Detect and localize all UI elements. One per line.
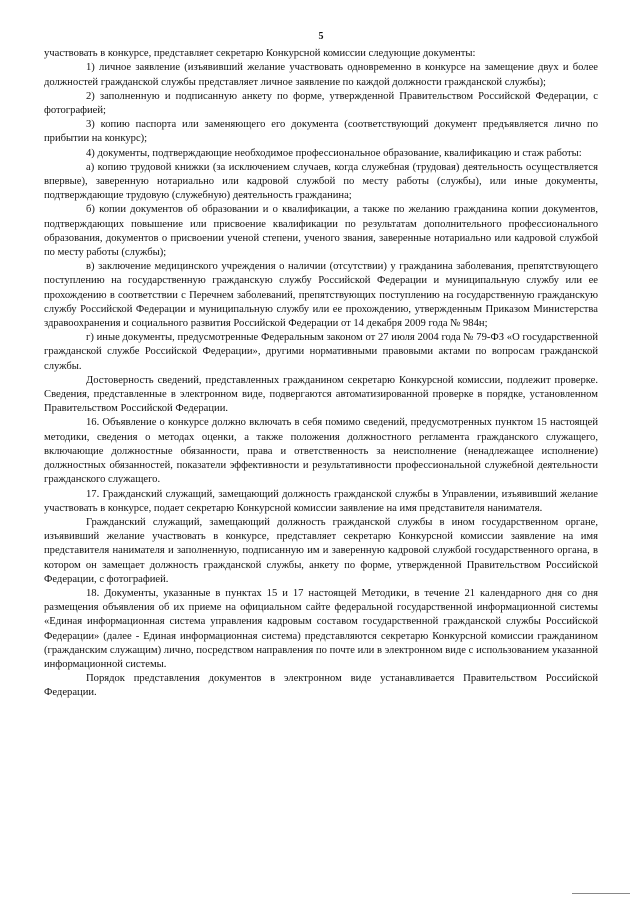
paragraph-item-2: 2) заполненную и подписанную анкету по форме, утвержденной Правительством Российской Федерации, с фотографией;	[44, 90, 598, 117]
page-number: 5	[318, 31, 324, 42]
paragraph-17-other-body: Гражданский служащий, замещающий должность гражданской службы в ином государственном органе, изъявивший желание участвовать в конкурсе, представляет секретарю Конкурсной комиссии заявление на имя представителя нанимателя и заполненную, подписанную им и заверенную кадровой службой государственного органа, в котором он замещает должность гражданской службы, анкету по форме, утвержденной Правительством Российской Федерации, с фотографией.	[44, 516, 598, 585]
document-page	[44, 30, 598, 701]
paragraph-item-4b: б) копии документов об образовании и о квалификации, а также по желанию гражданина копии документов, подтверждающих повышение или присвоение квалификации по результатам дополнительного профессионального образования, документов о присвоении ученой степени, ученого звания, заверенные нотариально или кадровой службой по месту работы (службы);	[44, 204, 598, 259]
paragraph-item-4a: а) копию трудовой книжки (за исключением случаев, когда служебная (трудовая) деятельность осуществляется впервые), заверенную нотариально или кадровой службой по месту работы (службы), или иные документы, подтверждающие трудовую (служебную) деятельность гражданина;	[44, 161, 598, 202]
paragraph-item-1: 1) личное заявление (изъявивший желание участвовать одновременно в конкурсе на замещение двух и более должностей гражданской службы представляет личное заявление по каждой должности гражданской службы);	[44, 62, 598, 88]
paragraph-item-4g: г) иные документы, предусмотренные Федеральным законом от 27 июля 2004 года № 79-ФЗ «О государственной гражданской службе Российской Федерации», другими нормативными правовыми актами по вопросам гражданской службы.	[44, 332, 598, 372]
paragraph-verification: Достоверность сведений, представленных гражданином секретарю Конкурсной комиссии, подлежит проверке. Сведения, представленные в электронном виде, подвергаются автоматизированной проверке в порядке, установленном Правительством Российской Федерации.	[44, 374, 598, 415]
paragraph-16: 16. Объявление о конкурсе должно включать в себя помимо сведений, предусмотренных пунктом 15 настоящей методики, сведения о методах оценки, а также положения должностного регламента гражданского служащего, включающие должностные обязанности, права и ответственность за неисполнение (ненадлежащее исполнение) должностных обязанностей, показатели эффективности и результативности профессиональной служебной деятельности гражданского служащего.	[44, 417, 598, 486]
paragraph-electronic-procedure: Порядок представления документов в электронном виде устанавливается Правительством Российской Федерации.	[44, 673, 598, 699]
paragraph-item-4v: в) заключение медицинского учреждения о наличии (отсутствии) у гражданина заболевания, препятствующего поступлению на государственную гражданскую службу Российской Федерации и муниципальную службу или ее прохождению в соответствии с Перечнем заболеваний, препятствующих поступлению на государственную гражданскую службу Российской Федерации и муниципальную службу или ее прохождению, утвержденным Приказом Министерства здравоохранения и социального развития Российской Федерации от 14 декабря 2009 года № 984н;	[44, 261, 598, 330]
paragraph-continuation: участвовать в конкурсе, представляет секретарю Конкурсной комиссии следующие документы:	[44, 48, 476, 60]
paragraph-item-4: 4) документы, подтверждающие необходимое профессиональное образование, квалификацию и стаж работы:	[86, 147, 582, 159]
paragraph-item-3: 3) копию паспорта или заменяющего его документа (соответствующий документ предъявляется лично по прибытии на конкурс);	[44, 119, 598, 145]
paragraph-17: 17. Гражданский служащий, замещающий должность гражданской службы в Управлении, изъявивший желание участвовать в конкурсе, подает секретарю Конкурсной комиссии заявление на имя представителя нанимателя.	[44, 488, 598, 514]
footer-rule	[572, 893, 630, 894]
paragraph-18: 18. Документы, указанные в пунктах 15 и 17 настоящей Методики, в течение 21 календарного дня со дня размещения объявления об их приеме на официальном сайте федеральной государственной информационной системы «Единая информационная система управления кадровым составом государственной гражданской службы Российской Федерации» (далее - Единая информационная система) представляются секретарю Конкурсной комиссии гражданином (гражданским служащим) лично, посредством направления по почте или в электронном виде с использованием указанной информационной системы.	[44, 587, 598, 670]
